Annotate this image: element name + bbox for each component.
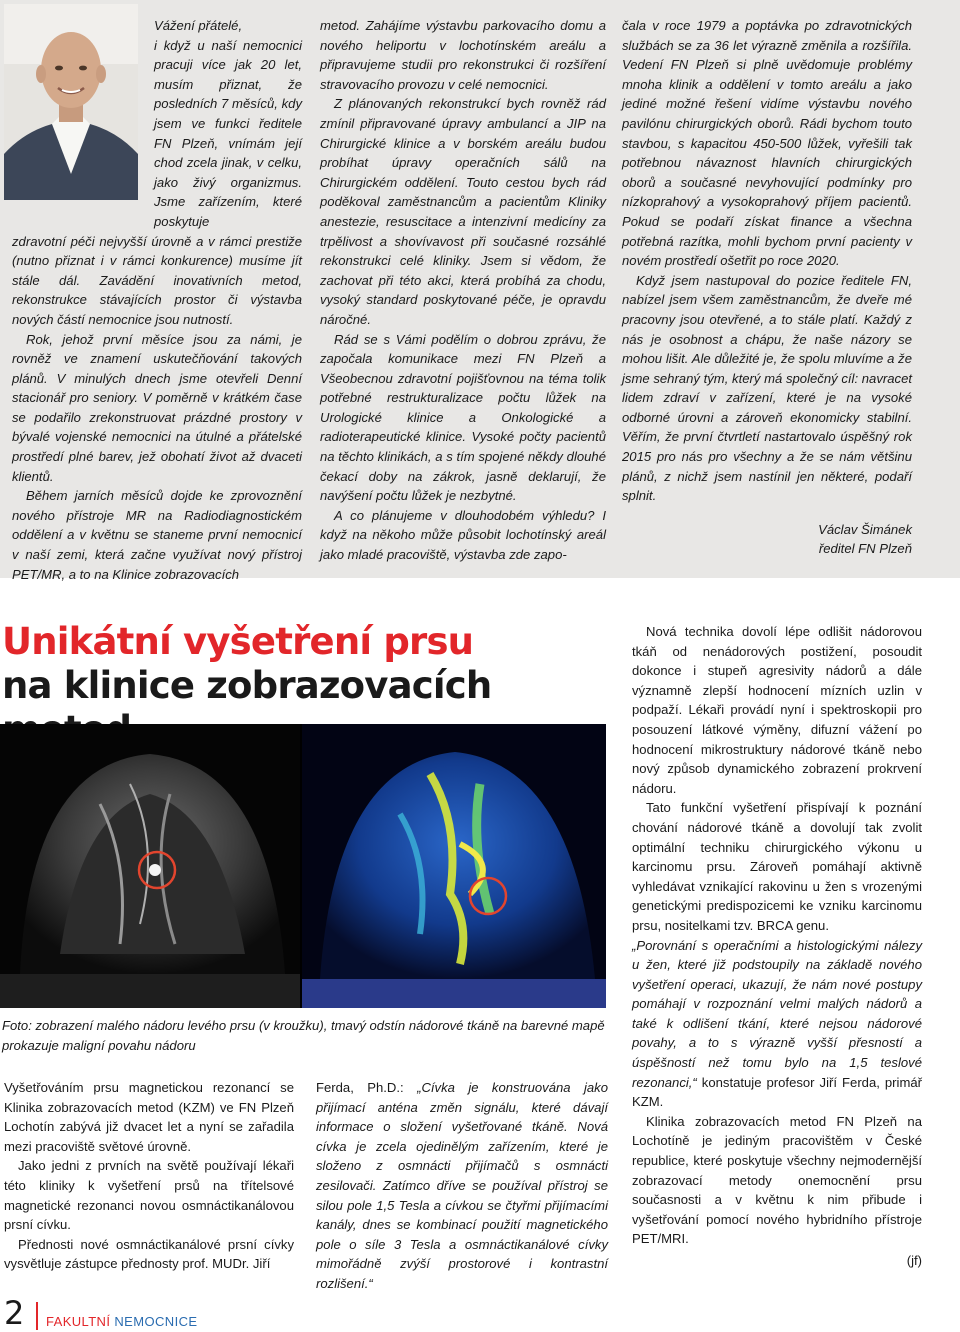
expert-quote: „Porovnání s operačními a histologickými nálezy u žen, které již podstoupily na základě nového vyšetření operaci, ukazují, že nám nové postupy pomáhají v rozpoznání velmi malých nádorů a také k odlišení tkání, které nejsou nádorové povahy, a to s výrazně vyšší přesností a úspěšností než tomu bylo na 1,5 teslové rezonanci,“ (632, 937, 922, 1090)
publication-name (46, 1314, 197, 1329)
letter-column-2 (320, 16, 606, 565)
signature-title: ředitel FN Plzeň (818, 541, 912, 557)
article-paragraph: Nová technika dovolí lépe odlišit nádorovou tkáň od nenádorových postižení, posoudit dokonce i stupeň agresivity nádorů a dále významně zlepší hodnocení mízních uzlin v podpaží. Lékaři provádí nyní i spektroskopii pro posouzení látkové výměny, difuzní vážení po hodnocení mikrostruktury nádorové tkáně nebo nový způsob dynamického zobrazení prokrvení nádoru. (632, 624, 922, 796)
quote-attribution-lead: Ferda, Ph.D.: (316, 1080, 418, 1095)
letter-text-beside-portrait (12, 16, 302, 232)
letter-paragraph: zdravotní péči nejvyšší úrovně a v rámci prestiže (nutno přiznat i v rámci konkurence) musíme jít stále dál. Zavádění inovativních metod, rekonstrukce stávajících prostor či výstavba nových částí nemocnice jsou nutností. (12, 233, 302, 327)
author-mark: (jf) (906, 1253, 922, 1268)
letter-paragraph: metod. Zahájíme výstavbu parkovacího domu a nového heliportu v lochotínském areálu a připravujeme studii pro rekonstrukci či rozšíření stravovacího provozu v celé nemocnici. (320, 18, 606, 92)
article-paragraph (316, 1078, 608, 1294)
letter-paragraph: A co plánujeme v dlouhodobém výhledu? I když na někoho může působit lochotínský areál jako mladé pracoviště, výstavba zde zapo- (320, 507, 606, 563)
expert-quote: „Cívka je konstruována jako přijímací anténa změn signálu, které dávají informace o složení vyšetřované tkáně. Nová cívka je zcela ojedinělým zařízením, které je složeno z osmnácti přijímačů s osmnácti zesilovači. Zatímco dříve se používal přístroj se silou pole 1,5 Tesla a cívkou se čtyřmi přijímacími kanály, dnes se kombinací použití magnetického pole o síle 3 Tesla a osmnáctikanálové cívky mimořádně zvýší prostorové i kontrastní rozlišení.“ (316, 1080, 608, 1291)
letter-column-1 (12, 16, 302, 584)
article-paragraph: Přednosti nové osmnáctikanálové prsní cívky vysvětluje zástupce přednosty prof. MUDr. Jiří (4, 1236, 294, 1272)
article-column-1 (4, 1078, 294, 1274)
mri-breast-image (0, 724, 606, 1008)
publication-name-part-2: NEMOCNICE (114, 1314, 198, 1329)
headline-line-2: na klinice zobrazovacích (2, 664, 492, 707)
article-paragraph: Tato funkční vyšetření přispívají k poznání chování nádorové tkáně a dovolují tak zvolit optimální techniku chirurgického výkonu u karcinomu prsu. Zároveň pomáhají aktivně vyhledávat vznikající rakovinu u žen s vrozenými genetickými predispozicemi ke vzniku karcinomu prsu, nositelkami tzv. BRCA genu. (632, 800, 922, 933)
letter-salutation: Vážení přátelé, (154, 18, 243, 33)
editorial-letter-box (0, 0, 960, 582)
letter-paragraph: i když u naší nemocnici pracuji více jak 20 let, musím přiznat, že posledních 7 měsíců, kdy jsem ve funkci ředitele FN Plzeň, vnímám její chod zcela jinak, v celku, jako živý organizmus. Jsme zařízením, které poskytuje (154, 37, 302, 229)
publication-name-part-1: FAKULTNÍ (46, 1314, 111, 1329)
page-footer (2, 1296, 402, 1332)
photo-caption: Foto: zobrazení malého nádoru levého prsu (v kroužku), tmavý odstín nádorové tkáně na barevné mapě prokazuje maligní povahu nádoru (2, 1018, 605, 1053)
signature-name: Václav Šimánek (818, 521, 912, 537)
letter-paragraph: Když jsem nastupoval do pozice ředitele FN, nabízel jsem všem zaměstnancům, že dveře mé pracovny jsou otevřené, a to stále platí. Každý z nás je osobnost a chápu, že naše názory se mohou lišit. Ale důležité je, že spolu mluvíme a že jsme sehraný tým, který má společný cíl: navracet lidem zdraví v zařízení, které je na vysoké odborné úrovni a zároveň ekonomicky stabilní. Věřím, že první čtvrtletí nastartovalo úspěšný rok 2015 pro nás pro všechny a že se nám většinu plánů, z nichž jsem nastínil jen některé, podaří splnit. (622, 272, 912, 504)
headline-line-1: Unikátní vyšetření prsu (2, 620, 474, 663)
article-paragraph (632, 936, 922, 1112)
article-paragraph: Jako jedni z prvních na světě používají lékaři této kliniky k vyšetření prsů na třítelsové magnetické rezonanci novou osmnáctikanálovou prsní cívku. (4, 1158, 294, 1233)
letter-paragraph: Rok, jehož první měsíce jsou za námi, je rovněž ve znamení uskutečňování takových plánů. V minulých dnech jsme otevřeli Denní stacionář pro seniory. V poměrně v krátkém čase se podařilo zrekonstruovat prázdné prostory v bývalé vojenské nemocnici na útulné a přátelské prostředí plné barev, jež obohatí život až dvaceti klientů. (12, 331, 302, 484)
letter-paragraph: Během jarních měsíců dojde ke zprovoznění nového přístroje MR na Radiodiagnostickém oddělení a v květnu se staneme první nemocnicí v naší zemi, která začne využívat nový přístroj PET/MR, a to na Klinice zobrazovacích (12, 488, 302, 582)
footer-divider (36, 1302, 38, 1330)
quote-attribution-tail: konstatuje profesor Jiří Ferda, primář KZM. (632, 1074, 922, 1110)
letter-paragraph: Z plánovaných rekonstrukcí bych rovněž rád zmínil připravované úpravy ambulancí a JIP na Chirurgické klinice a v borském areálu budou probíhat úpravy operačních sálů na Chirurgickém oddělení. Touto cestou bych rád poděkoval zaměstnancům a pacientům Kliniky anestezie, resuscitace a intenzivní medicíny za trpělivost a shovívavost při současné rozsáhlé rekonstrukci celé kliniky. Jsem si vědom, že zachovat při této akci, která probíhá za chodu, vysoký standard poskytované péče, je opravdu náročné. (320, 96, 606, 327)
letter-column-3 (622, 16, 912, 559)
article-paragraph: Klinika zobrazovacích metod FN Plzeň na Lochotíně je jediným pracovištěm v České republice, které poskytuje všechny nejmodernější zobrazovací metody onemocnění prsu současnosti a v květnu k nim přibude i vyšetřování pomocí nového hybridního přístroje PET/MRI. (632, 1113, 922, 1247)
article-column-2 (316, 1078, 608, 1294)
mri-illustration (0, 724, 606, 1008)
letter-paragraph: Rád se s Vámi podělím o dobrou zprávu, že započala komunikace mezi FN Plzeň a Všeobecnou zdravotní pojišťovnou na téma tolik potřebné restrukturalizace počtu lůžek na Urologické klinice a Onkologické a radioterapeutické klinice. Vysoké počty pacientů na těchto klinikách, a s tím spojené někdy dlouhé čekací doby na zákrok, jasně deklarují, že navýšení počtu lůžek je nezbytné. (320, 331, 606, 504)
page-number: 2 (4, 1294, 25, 1332)
article-paragraph: Vyšetřováním prsu magnetickou rezonancí se Klinika zobrazovacích metod (KZM) ve FN Plzeň Lochotín zabývá již dvacet let a nyní se zařadila mezi pracoviště světové úrovně. (4, 1080, 294, 1154)
letter-paragraph: čala v roce 1979 a poptávka po zdravotnických službách se za 36 let výrazně změnila a rozšířila. Vedení FN Plzeň si plně uvědomuje problémy mnoha klinik a oddělení v tomto areálu a jako jediné možné řešení vidíme výstavbu nového pavilónu chirurgických oborů. Rádi bychom touto stavbou, s kapacitou 450-500 lůžek, vyřešili tak potřebnou návaznost hlavních chirurgických oborů a současné nevyhovující podmínky pro nízkoprahový a vysokoprahový příjem pacientů. Pokud se podaří získat finance a všechna potřebná razítka, mohli bychom první pacienty v novém prostředí ošetřit po roce 2020. (622, 18, 912, 269)
article-column-3 (632, 622, 922, 1271)
